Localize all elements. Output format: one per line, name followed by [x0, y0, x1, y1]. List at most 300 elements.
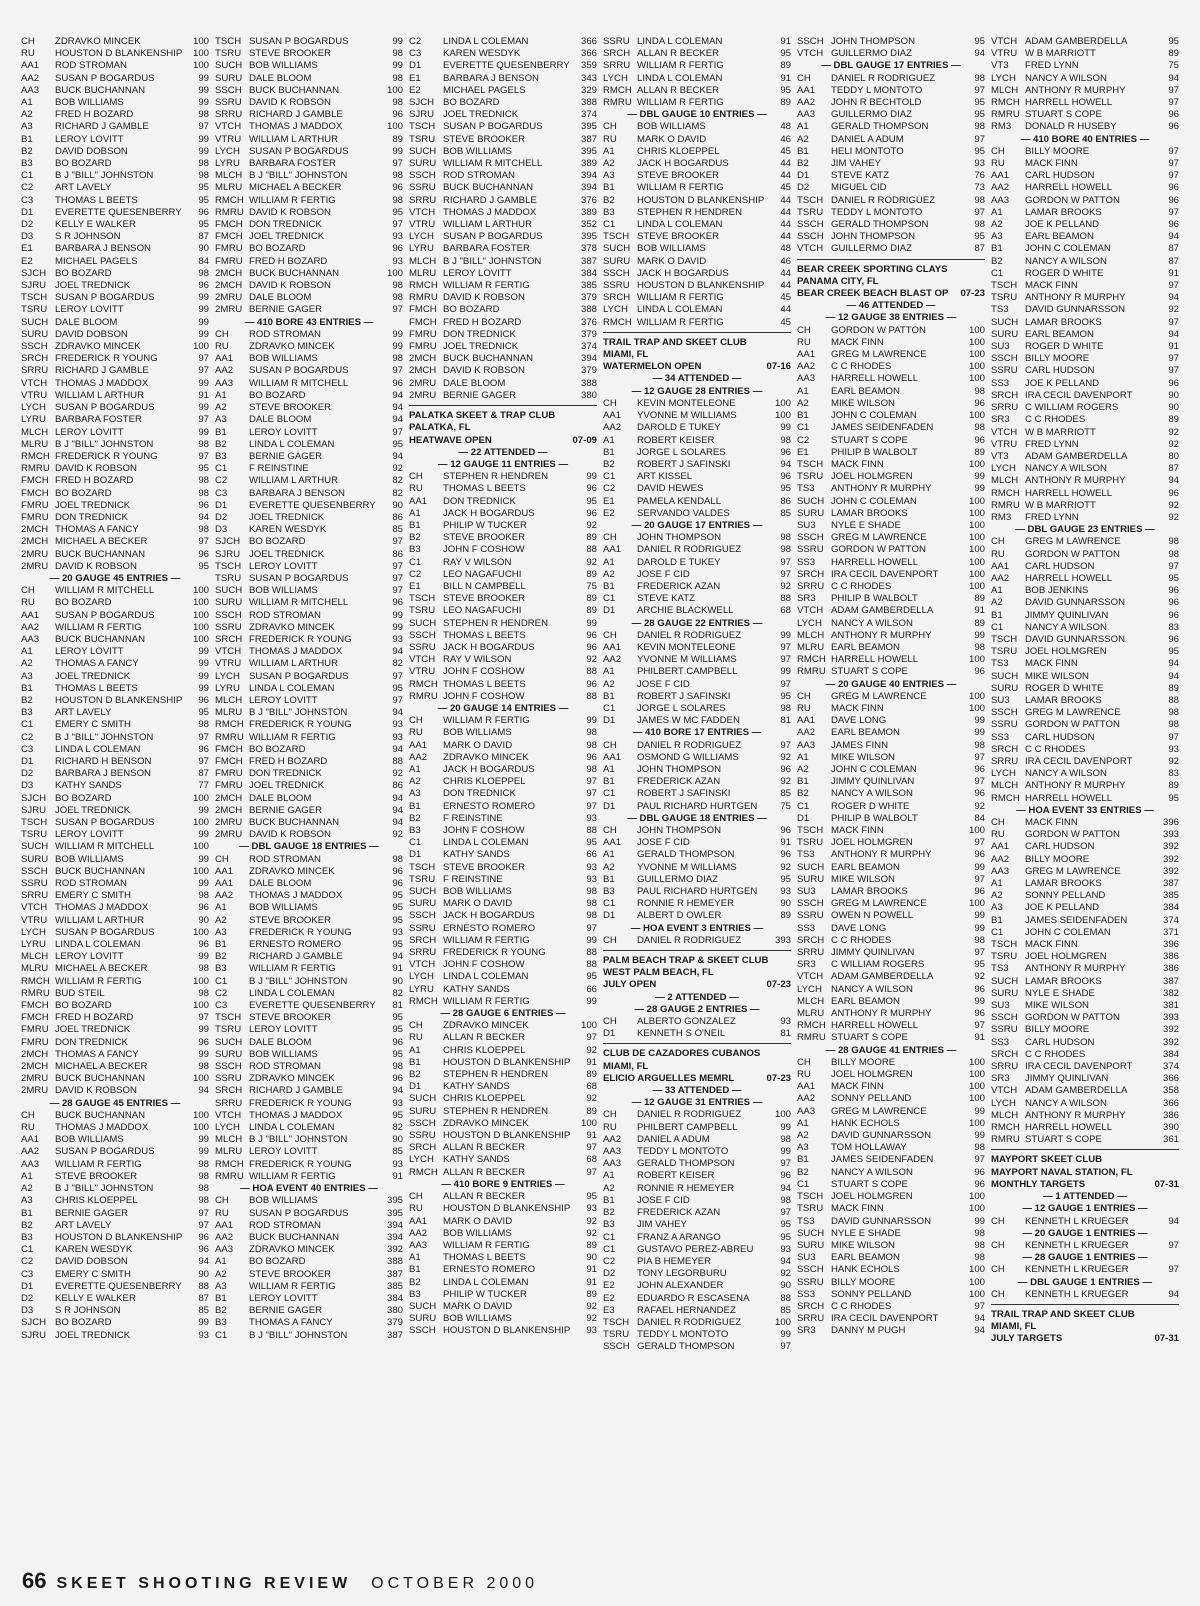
class-code: A1: [215, 389, 227, 401]
result-row: [991, 500, 1179, 512]
result-row: [409, 764, 597, 776]
result-row: [21, 719, 209, 731]
result-row: [603, 886, 791, 898]
shooter-name: BOB WILLIAMS: [443, 1313, 512, 1325]
shooter-name: ANTHONY R MURPHY: [1025, 475, 1126, 487]
class-code: SSCH: [797, 898, 824, 910]
shooter-name: ANTHONY R MURPHY: [1025, 84, 1126, 96]
score: 92: [1168, 426, 1179, 438]
shooter-name: PIA B HEMEYER: [637, 1255, 712, 1267]
result-row: [21, 780, 209, 792]
result-row: [797, 170, 985, 182]
shooter-name: DON TREDNICK: [55, 1036, 128, 1048]
class-code: TSCH: [215, 560, 242, 572]
result-row: [21, 207, 209, 219]
result-row: [797, 849, 985, 861]
class-code: C3: [215, 1000, 228, 1012]
shooter-name: HOUSTON D BLANKENSHIP: [443, 1130, 571, 1142]
score: 97: [1168, 365, 1179, 377]
shooter-name: LINDA L COLEMAN: [637, 304, 723, 316]
result-row: [409, 1142, 597, 1154]
class-code: AA3: [21, 633, 40, 645]
class-code: A1: [21, 97, 33, 109]
shooter-name: JOEL TREDNICK: [55, 1024, 131, 1036]
result-row: [21, 805, 209, 817]
result-row: [991, 988, 1179, 1000]
result-row: [215, 939, 403, 951]
shooter-name: BO BOZARD: [443, 304, 500, 316]
result-row: [215, 500, 403, 512]
score: 92: [586, 1300, 597, 1312]
class-code: FMCH: [215, 219, 243, 231]
shooter-name: MARK O DAVID: [637, 255, 707, 267]
shooter-name: WILLIAM R MITCHELL: [443, 158, 543, 170]
shooter-name: STEPHEN R HENDREN: [443, 471, 549, 483]
shooter-name: THOMAS A FANCY: [249, 1317, 333, 1329]
result-row: [21, 48, 209, 60]
class-code: A1: [409, 507, 421, 519]
class-code: SRRU: [409, 947, 437, 959]
class-code: SSRU: [797, 1276, 824, 1288]
class-code: D1: [797, 170, 810, 182]
score: 82: [392, 987, 403, 999]
class-code: MLCH: [991, 1109, 1019, 1121]
score: 378: [580, 243, 597, 255]
score: 96: [586, 751, 597, 763]
result-row: [797, 935, 985, 947]
score: 83: [1168, 621, 1179, 633]
score: 45: [780, 316, 791, 328]
class-code: AA1: [991, 841, 1010, 853]
club-name: PALM BEACH TRAP & SKEET CLUB: [603, 955, 769, 967]
result-row: [797, 48, 985, 60]
class-code: VTCH: [21, 902, 48, 914]
shooter-name: BUCK BUCHANNAN: [249, 817, 340, 828]
shooter-name: BUD STEIL: [55, 987, 105, 999]
score: 94: [392, 804, 403, 816]
score: 97: [198, 121, 209, 133]
class-code: RMCH: [409, 1166, 438, 1178]
score: 66: [586, 849, 597, 861]
class-code: SUCH: [409, 145, 437, 157]
shooter-name: ROBERT KEISER: [637, 434, 715, 446]
section-header: — 410 BORE 9 ENTRIES —: [441, 1178, 565, 1190]
shooter-name: GUSTAVO PEREZ-ABREU: [637, 1243, 754, 1255]
result-row: [21, 1256, 209, 1268]
result-row: [797, 1057, 985, 1069]
shooter-name: KATHY SANDS: [443, 1154, 510, 1166]
class-code: AA3: [21, 1158, 40, 1170]
shooter-name: HELI MONTOTO: [831, 145, 904, 157]
score: 92: [1168, 438, 1179, 450]
score: 97: [198, 731, 209, 743]
shooter-name: SUSAN P BOGARDUS: [55, 1146, 155, 1158]
result-row: [991, 658, 1179, 670]
class-code: AA1: [409, 1215, 428, 1227]
result-row: [409, 1325, 597, 1337]
shooter-name: FRED LYNN: [1025, 511, 1079, 523]
result-row: [409, 1118, 597, 1130]
shooter-name: BERNIE GAGER: [55, 1207, 129, 1219]
class-code: C2: [603, 483, 616, 495]
shooter-name: STEVE KATZ: [637, 593, 695, 605]
result-row: [603, 679, 791, 691]
shooter-name: CARL HUDSON: [1025, 731, 1095, 743]
section-header: — 20 GAUGE 14 ENTRIES —: [437, 702, 569, 714]
score: 92: [1168, 304, 1179, 316]
score: 100: [192, 792, 209, 804]
class-code: A1: [603, 763, 615, 775]
shooter-name: LEROY LOVITT: [249, 694, 318, 706]
result-row: [215, 1244, 403, 1256]
result-row: [21, 1061, 209, 1073]
class-code: RU: [797, 1069, 811, 1081]
class-code: A1: [21, 646, 33, 658]
score: 99: [586, 471, 597, 483]
result-row: [215, 1098, 403, 1110]
class-code: AA1: [603, 837, 622, 849]
score: 100: [968, 544, 985, 556]
class-code: RMCH: [603, 84, 632, 96]
class-code: B2: [603, 458, 615, 470]
class-code: CH: [21, 585, 35, 597]
class-code: CH: [409, 1020, 423, 1032]
class-code: AA1: [409, 739, 428, 751]
shooter-name: HARRELL HOWELL: [1025, 97, 1113, 109]
score: 75: [780, 800, 791, 812]
shooter-name: RICHARD J GAMBLE: [249, 109, 343, 121]
result-row: [21, 732, 209, 744]
result-row: [215, 231, 403, 243]
score: 97: [974, 751, 985, 763]
shooter-name: NYLE E SHADE: [1025, 987, 1095, 999]
score: 88: [586, 959, 597, 971]
result-row: [797, 1179, 985, 1191]
class-code: FMCH: [21, 1000, 49, 1012]
shooter-name: JOE K PELLAND: [1025, 219, 1100, 231]
class-code: AA1: [991, 560, 1010, 572]
score: 96: [586, 507, 597, 519]
shooter-name: BILLY MOORE: [1025, 353, 1090, 365]
result-row: [21, 73, 209, 85]
result-row: [215, 134, 403, 146]
class-code: RMRU: [991, 1134, 1020, 1146]
club-name: TRAIL TRAP AND SKEET CLUB: [991, 1308, 1135, 1320]
result-row: [215, 1281, 403, 1293]
result-row: [991, 854, 1179, 866]
shooter-name: JIMMY QUINLIVAN: [1025, 1073, 1109, 1085]
score: 99: [198, 804, 209, 816]
result-row: [215, 805, 403, 817]
shooter-name: BOB WILLIAMS: [55, 853, 124, 865]
result-row: [409, 630, 597, 642]
score: 96: [780, 1170, 791, 1182]
score: 95: [1168, 792, 1179, 804]
result-row: [215, 182, 403, 194]
score: 96: [780, 763, 791, 775]
class-code: RMCH: [991, 97, 1020, 109]
class-code: C2: [215, 475, 228, 487]
shooter-name: DAVID K ROBSON: [249, 280, 331, 292]
result-row: [991, 109, 1179, 121]
score: 97: [1168, 560, 1179, 572]
class-code: SSCH: [215, 609, 242, 621]
shooter-name: BILLY MOORE: [831, 1276, 896, 1288]
score: 96: [198, 694, 209, 706]
result-row: [215, 158, 403, 170]
shooter-name: GORDON W PATTON: [831, 544, 926, 556]
class-code: D3: [21, 780, 34, 792]
class-code: B1: [991, 914, 1003, 926]
shooter-name: NYLE E SHADE: [831, 519, 901, 531]
class-code: SRCH: [21, 353, 49, 365]
class-code: C3: [21, 194, 34, 206]
score: 94: [392, 792, 403, 804]
class-code: CH: [603, 629, 617, 641]
shooter-name: THOMAS A FANCY: [55, 524, 139, 536]
score: 97: [586, 788, 597, 800]
class-code: VT3: [991, 450, 1009, 462]
class-code: D2: [797, 182, 810, 194]
score: 395: [386, 1207, 403, 1219]
class-code: MLCH: [991, 475, 1019, 487]
class-code: B1: [991, 243, 1003, 255]
shooter-name: JOHN C COLEMAN: [1025, 243, 1111, 255]
score: 393: [1162, 1012, 1179, 1024]
column-5: [794, 36, 988, 1546]
result-row: [797, 1032, 985, 1044]
shooter-name: THOMAS L BEETS: [443, 678, 526, 690]
result-row: [215, 902, 403, 914]
class-code: A2: [797, 133, 809, 145]
result-row: [991, 707, 1179, 719]
result-row: [215, 610, 403, 622]
score: 96: [1168, 194, 1179, 206]
class-code: CH: [215, 1195, 229, 1207]
score: 99: [198, 853, 209, 865]
score: 98: [974, 1227, 985, 1239]
score: 99: [974, 922, 985, 934]
section-header: — 12 GAUGE 11 ENTRIES —: [437, 458, 569, 470]
shooter-name: DAVID GUNNARSSON: [1025, 633, 1126, 645]
score: 376: [580, 194, 597, 206]
shooter-name: MIKE WILSON: [1025, 670, 1089, 682]
shooter-name: FRED H BOZARD: [249, 255, 328, 267]
class-code: CH: [797, 72, 811, 84]
class-code: TSCH: [603, 231, 630, 243]
shooter-name: NANCY A WILSON: [831, 788, 913, 800]
class-code: RMRU: [991, 109, 1020, 121]
result-row: [215, 512, 403, 524]
score: 99: [198, 316, 209, 328]
shooter-name: BERNIE GAGER: [249, 1305, 323, 1317]
score: 95: [392, 1109, 403, 1121]
shooter-name: B J "BILL" JOHNSTON: [249, 170, 348, 182]
score: 389: [580, 158, 597, 170]
class-code: A2: [991, 597, 1003, 609]
shooter-name: ALLAN R BECKER: [443, 1032, 526, 1044]
shooter-name: MICHAEL A BECKER: [55, 1061, 148, 1073]
score: 91: [1168, 267, 1179, 279]
result-row: [215, 341, 403, 353]
result-row: [603, 910, 791, 922]
shooter-name: MIGUEL CID: [831, 182, 887, 194]
result-row: [603, 1028, 791, 1040]
class-code: B1: [21, 682, 33, 694]
class-code: RMCH: [797, 654, 826, 666]
shooter-name: ROBERT J SAFINSKI: [637, 458, 731, 470]
shooter-name: DON TREDNICK: [443, 328, 516, 340]
shooter-name: LAMAR BROOKS: [831, 886, 908, 898]
class-code: SUCH: [797, 1227, 825, 1239]
shooter-name: THOMAS J MADDOX: [55, 902, 149, 914]
class-code: C1: [603, 219, 616, 231]
shooter-name: GERALD THOMPSON: [831, 219, 929, 231]
score: 98: [392, 853, 403, 865]
score: 100: [968, 1069, 985, 1081]
class-code: AA3: [797, 1105, 816, 1117]
score: 95: [974, 959, 985, 971]
score: 97: [974, 206, 985, 218]
score: 99: [198, 304, 209, 316]
shooter-name: BOB WILLIAMS: [249, 353, 318, 365]
shooter-name: C C RHODES: [1025, 414, 1086, 426]
score: 392: [1162, 841, 1179, 853]
class-code: A2: [215, 1268, 227, 1280]
shooter-name: ROD STROMAN: [249, 853, 321, 865]
shooter-name: FREDERICK AZAN: [637, 776, 721, 788]
score: 379: [580, 328, 597, 340]
score: 100: [968, 568, 985, 580]
result-row: [215, 1317, 403, 1329]
result-row: [797, 1252, 985, 1264]
result-row: [21, 353, 209, 365]
shooter-name: JOHN ALEXANDER: [637, 1280, 724, 1292]
result-row: [215, 280, 403, 292]
shooter-name: HOUSTON D BLANKENSHIP: [443, 1056, 571, 1068]
shooter-name: THOMAS L BEETS: [443, 483, 526, 495]
score: 97: [392, 304, 403, 316]
class-code: B1: [797, 1154, 809, 1166]
result-row: [409, 219, 597, 231]
shooter-name: FRED H BOZARD: [55, 1012, 134, 1024]
result-row: [991, 573, 1179, 585]
class-code: SURU: [409, 158, 437, 170]
shooter-name: MACK FINN: [831, 702, 884, 714]
class-code: LYCH: [409, 1154, 434, 1166]
class-code: MLRU: [797, 641, 825, 653]
result-row: [21, 451, 209, 463]
result-row: [215, 671, 403, 683]
score: 93: [392, 719, 403, 731]
class-code: B2: [21, 145, 33, 157]
result-row: [409, 679, 597, 691]
score: 98: [198, 475, 209, 487]
result-row: [991, 841, 1179, 853]
result-row: [409, 48, 597, 60]
class-code: TSCH: [991, 633, 1018, 645]
section-header: — HOA EVENT 40 ENTRIES —: [240, 1183, 378, 1195]
shooter-name: ROGER D WHITE: [1025, 267, 1104, 279]
class-code: B2: [21, 1219, 33, 1231]
score: 98: [392, 292, 403, 304]
class-code: AA2: [215, 1231, 234, 1243]
score: 100: [774, 397, 791, 409]
result-row: [215, 1122, 403, 1134]
class-code: A2: [991, 890, 1003, 902]
shooter-name: STEVE BROOKER: [249, 48, 332, 60]
result-row: [215, 817, 403, 829]
shooter-name: SUSAN P BOGARDUS: [55, 72, 155, 84]
shooter-name: B J "BILL" JOHNSTON: [443, 255, 542, 267]
class-code: C1: [215, 1329, 228, 1341]
class-code: RU: [991, 829, 1005, 841]
shooter-name: F REINSTINE: [443, 873, 503, 885]
result-row: [215, 207, 403, 219]
result-row: [991, 549, 1179, 561]
score: 90: [1168, 402, 1179, 414]
result-row: [603, 1134, 791, 1146]
shooter-name: JOHN F COSHOW: [443, 544, 525, 556]
result-row: [21, 1293, 209, 1305]
score: 97: [780, 556, 791, 568]
result-row: [603, 292, 791, 304]
result-row: [797, 1289, 985, 1301]
score: 96: [198, 1244, 209, 1256]
class-code: A1: [797, 751, 809, 763]
class-code: RMRU: [603, 97, 632, 109]
score: 393: [1162, 829, 1179, 841]
score: 97: [198, 755, 209, 767]
class-code: SSCH: [21, 865, 48, 877]
result-row: [991, 85, 1179, 97]
result-row: [21, 610, 209, 622]
score: 46: [780, 133, 791, 145]
shooter-name: NANCY A WILSON: [1025, 72, 1107, 84]
score: 99: [198, 878, 209, 890]
score: 100: [192, 1122, 209, 1134]
column-4: [600, 36, 794, 1546]
score: 394: [580, 353, 597, 365]
score: 96: [198, 1231, 209, 1243]
class-code: A1: [21, 1170, 33, 1182]
score: 68: [586, 1081, 597, 1093]
score: 95: [392, 438, 403, 450]
result-row: [797, 593, 985, 605]
score: 100: [968, 1264, 985, 1276]
result-row: [215, 756, 403, 768]
result-row: [797, 544, 985, 556]
class-code: SSRU: [215, 97, 242, 109]
score: 95: [198, 194, 209, 206]
result-row: [797, 630, 985, 642]
score: 97: [392, 426, 403, 438]
result-row: [409, 1057, 597, 1069]
class-code: RU: [21, 1122, 35, 1134]
result-row: [991, 365, 1179, 377]
shooter-name: GORDON W PATTON: [831, 324, 926, 336]
result-row: [21, 1317, 209, 1329]
score: 95: [392, 206, 403, 218]
class-code: SUCH: [991, 975, 1019, 987]
score: 88: [392, 755, 403, 767]
result-row: [797, 825, 985, 837]
score: 85: [780, 507, 791, 519]
class-code: AA1: [215, 1219, 234, 1231]
class-code: SSRU: [215, 621, 242, 633]
result-row: [797, 862, 985, 874]
shooter-name: WILLIAM R FERTIG: [443, 1239, 530, 1251]
